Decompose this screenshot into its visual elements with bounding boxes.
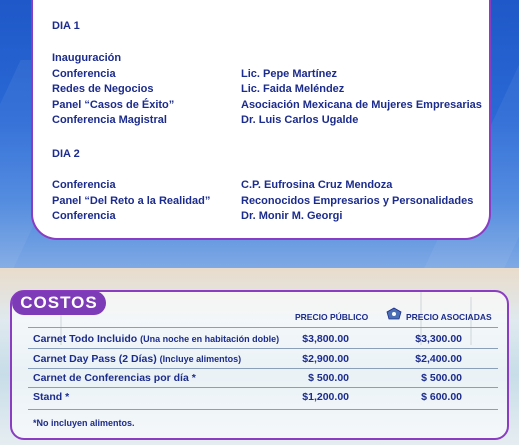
divider <box>28 368 498 369</box>
public-price: $3,800.00 <box>302 333 349 345</box>
agenda-event: Inauguración <box>52 52 122 64</box>
cost-item-name: Stand * <box>33 391 70 403</box>
association-logo-icon <box>386 307 402 321</box>
agenda-speaker: Lic. Faida Meléndez <box>241 83 345 95</box>
cost-row-label <box>33 372 196 384</box>
divider <box>28 387 498 388</box>
cost-item-name: Carnet Day Pass (2 Días) <box>33 353 157 365</box>
agenda-event: Redes de Negocios <box>52 83 154 95</box>
agenda-event: Conferencia Magistral <box>52 114 167 126</box>
cost-item-name: Carnet de Conferencias por día * <box>33 372 196 384</box>
cost-row-label <box>33 391 69 403</box>
header-assoc-price: PRECIO ASOCIADAS <box>406 312 492 322</box>
agenda-speaker: C.P. Eufrosina Cruz Mendoza <box>241 179 393 191</box>
agenda-event: Conferencia <box>52 179 116 191</box>
public-price: $2,900.00 <box>302 353 349 365</box>
public-price: $1,200.00 <box>302 391 349 403</box>
divider <box>28 327 498 328</box>
assoc-price: $ 600.00 <box>421 391 462 403</box>
agenda-event: Conferencia <box>52 68 116 80</box>
agenda-speaker: Lic. Pepe Martínez <box>241 68 337 80</box>
footnote: *No incluyen alimentos. <box>33 418 135 428</box>
costs-title: COSTOS <box>12 291 106 315</box>
agenda-speaker: Dr. Monir M. Georgi <box>241 210 343 222</box>
divider <box>28 409 498 410</box>
public-price: $ 500.00 <box>308 372 349 384</box>
header-public-price: PRECIO PÚBLICO <box>295 312 369 322</box>
agenda-event: Panel “Del Reto a la Realidad” <box>52 195 211 207</box>
cost-item-note: (Una noche en habitación doble) <box>140 334 280 344</box>
cost-row-label <box>33 333 279 345</box>
agenda-speaker: Dr. Luis Carlos Ugalde <box>241 114 359 126</box>
assoc-price: $2,400.00 <box>415 353 462 365</box>
assoc-price: $3,300.00 <box>415 333 462 345</box>
cost-item-name: Carnet Todo Incluido <box>33 333 138 345</box>
divider <box>28 348 498 349</box>
day2-title: DIA 2 <box>52 148 80 160</box>
day1-title: DIA 1 <box>52 20 80 32</box>
agenda-event: Conferencia <box>52 210 116 222</box>
agenda-speaker: Reconocidos Empresarios y Personalidades <box>241 195 474 207</box>
cost-row-label <box>33 353 241 365</box>
cost-item-note: (Incluye alimentos) <box>159 354 242 364</box>
agenda-speaker: Asociación Mexicana de Mujeres Empresarias <box>241 99 482 111</box>
assoc-price: $ 500.00 <box>421 372 462 384</box>
agenda-event: Panel “Casos de Éxito” <box>52 99 175 111</box>
